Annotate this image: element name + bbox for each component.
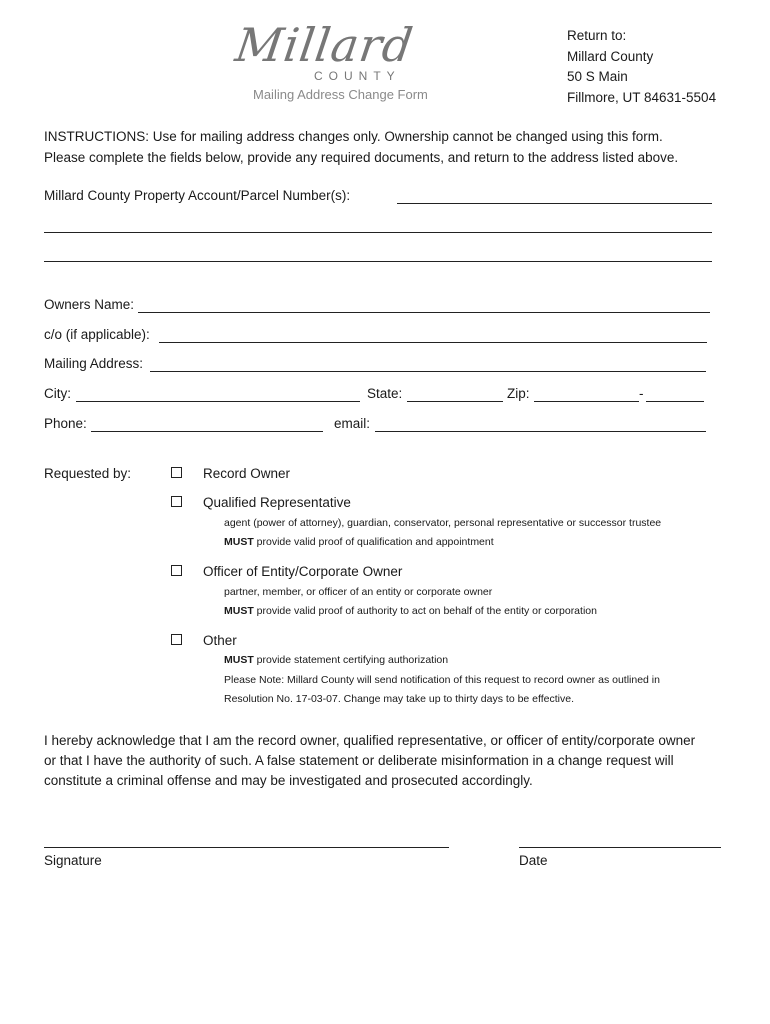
zip-plus4-field[interactable] [646,401,704,402]
email-label: email: [334,416,371,431]
parcel-field-3[interactable] [44,261,712,262]
co-label: c/o (if applicable): [44,327,150,342]
form-subtitle: Mailing Address Change Form [253,87,428,102]
qualified-representative-requirement [224,536,494,548]
other-requirement [224,654,448,666]
zip-field[interactable] [534,401,639,402]
signature-field[interactable] [44,847,449,848]
return-line: Millard County [567,48,654,64]
officer-entity-note: partner, member, or officer of an entity or corporate owner [224,586,493,598]
mailing-address-field[interactable] [150,371,706,372]
zip-dash: - [639,386,644,401]
return-address [567,26,716,108]
logo-script-text: Millard [232,18,417,72]
requirement-text: provide valid proof of authority to act on behalf of the entity or corporation [253,605,597,617]
acknowledgement-line: constitute a criminal offense and may be investigated and prosecuted accordingly. [44,773,533,788]
state-label: State: [367,386,403,401]
zip-label: Zip: [507,386,530,401]
county-logo [228,18,448,82]
city-field[interactable] [76,401,360,402]
qualified-representative-label: Qualified Representative [203,495,351,510]
return-line: Fillmore, UT 84631-5504 [567,89,717,105]
other-note-line-2: Resolution No. 17-03-07. Change may take up to thirty days to be effective. [224,693,575,705]
parcel-field-2[interactable] [44,232,712,233]
owners-name-label: Owners Name: [44,297,135,312]
must-text: MUST [224,536,254,548]
phone-field[interactable] [91,431,323,432]
requirement-text: provide valid proof of qualification and appointment [253,536,494,548]
return-line: Return to: [567,28,627,43]
acknowledgement [44,731,695,791]
must-text: MUST [224,654,254,666]
record-owner-checkbox[interactable] [171,467,182,478]
email-field[interactable] [375,431,706,432]
date-field[interactable] [519,847,721,848]
record-owner-label: Record Owner [203,466,291,481]
acknowledgement-line: I hereby acknowledge that I am the record owner, qualified representative, or officer of entity/corporate owner [44,733,696,748]
other-note-line-1: Please Note: Millard County will send notification of this request to record owner as outlined in [224,674,660,686]
date-label: Date [519,853,548,868]
qualified-representative-checkbox[interactable] [171,496,182,507]
qualified-representative-note: agent (power of attorney), guardian, conservator, personal representative or successor trustee [224,517,662,529]
state-field[interactable] [407,401,503,402]
signature-label: Signature [44,853,102,868]
requirement-text: provide statement certifying authorization [253,654,449,666]
city-label: City: [44,386,71,401]
must-text: MUST [224,605,254,617]
parcel-field-1[interactable] [397,203,712,204]
owners-name-field[interactable] [138,312,710,313]
return-line: 50 S Main [567,69,628,84]
co-field[interactable] [159,342,707,343]
mailing-address-label: Mailing Address: [44,356,144,371]
instructions [44,126,678,168]
acknowledgement-line: or that I have the authority of such. A false statement or deliberate misinformation in a change request will [44,753,674,768]
parcel-label: Millard County Property Account/Parcel Number(s): [44,188,351,203]
other-checkbox[interactable] [171,634,182,645]
other-label: Other [203,633,237,648]
officer-entity-label: Officer of Entity/Corporate Owner [203,564,403,579]
requested-by-label: Requested by: [44,466,132,481]
logo-county-text: COUNTY [314,69,401,83]
phone-label: Phone: [44,416,87,431]
instructions-line: INSTRUCTIONS: Use for mailing address changes only. Ownership cannot be changed using this form. [44,129,663,144]
officer-entity-requirement [224,605,597,617]
instructions-line: Please complete the fields below, provide any required documents, and return to the address listed above. [44,150,679,165]
officer-entity-checkbox[interactable] [171,565,182,576]
